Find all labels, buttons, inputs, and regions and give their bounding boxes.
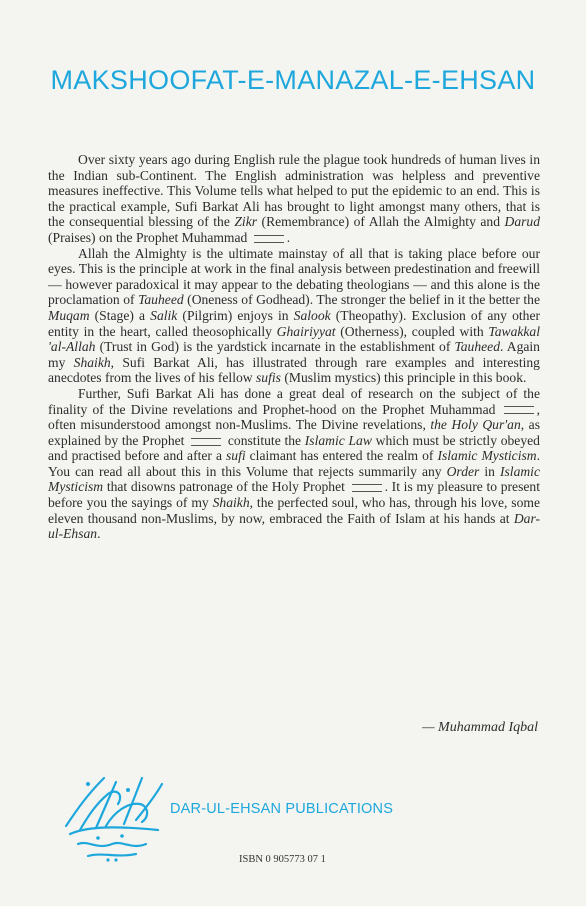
text-run: , as explained by the Prophet xyxy=(48,417,540,448)
text-run: . You can read all about this in this Volume that rejects summarily any xyxy=(48,448,540,479)
salutation-glyph-icon xyxy=(352,484,382,492)
italic-term: Ghairiyyat xyxy=(276,323,336,339)
salutation-glyph-icon xyxy=(504,406,534,414)
italic-term: Dar-ul-Ehsan xyxy=(48,510,540,542)
text-run: (Pilgrim) enjoys in xyxy=(177,307,294,323)
salutation-glyph-icon xyxy=(191,438,221,446)
text-run: constitute the xyxy=(224,432,305,448)
italic-term: Salik xyxy=(150,307,178,323)
italic-term: Islamic Mysticism xyxy=(437,448,537,464)
author-signature: — Muhammad Iqbal xyxy=(422,720,538,735)
text-run: . xyxy=(97,526,101,542)
text-run: (Otherness), coupled with xyxy=(335,323,489,339)
text-run: . Again my xyxy=(48,339,540,370)
italic-term: Shaikh xyxy=(73,354,111,370)
text-run: (Theopathy). Exclusion of any other entity in the heart, called theosophically xyxy=(48,307,540,339)
text-run: Further, Sufi Barkat Ali has done a great deal of research on the subject of the finality of the Divine revelations and Prophet-hood on the Prophet Muhammad xyxy=(48,385,540,417)
paragraph xyxy=(48,152,540,246)
italic-term: sufi xyxy=(225,448,246,464)
italic-term: sufis xyxy=(256,370,281,386)
text-run: , the perfected soul, who has, through his love, some eleven thousand non-Muslims, by now, embraced the Faith of Islam at his hands at xyxy=(48,495,540,526)
book-title: MAKSHOOFAT-E-MANAZAL-E-EHSAN xyxy=(50,65,536,95)
text-run: Over sixty years ago during English rule the plague took hundreds of human lives in the Indian sub-Continent. The English administration was helpless and preventive measures ineffective. This Volume tells what helped to put the epidemic to an end. This is the practical example, Sufi Barkat Ali has brought to light amongst many others, that is the consequential blessing of the xyxy=(48,152,540,230)
paragraph xyxy=(48,246,540,386)
italic-term: Zikr xyxy=(234,214,258,230)
text-run: (Muslim mystics) this principle in this book. xyxy=(280,370,527,386)
paragraph xyxy=(48,386,540,542)
text-run: , often misunderstood amongst non-Muslims. The Divine revelations, xyxy=(48,401,540,433)
italic-term: the Holy Qur'an xyxy=(430,417,521,433)
text-run: in xyxy=(479,463,500,479)
salutation-glyph-icon xyxy=(254,235,284,243)
italic-term: Islamic Mysticism xyxy=(48,463,540,495)
italic-term: Muqam xyxy=(48,307,90,323)
italic-term: Salook xyxy=(293,307,331,323)
calligraphy-logo xyxy=(58,764,168,864)
text-run: Allah the Almighty is the ultimate mainstay of all that is taking place before our eyes. This is the principle at work in the final analysis between predestination and freewill — however paradoxical it may appear to the debating theologians — and this alone is the proclamation of xyxy=(48,245,540,308)
text-run: that disowns patronage of the Holy Prophet xyxy=(103,479,349,495)
text-run: claimant has entered the realm of xyxy=(245,448,438,464)
isbn-number: ISBN 0 905773 07 1 xyxy=(239,854,326,865)
publisher-name: DAR-UL-EHSAN PUBLICATIONS xyxy=(170,801,394,817)
text-run: (Stage) a xyxy=(89,307,151,323)
italic-term: Order xyxy=(446,463,480,479)
text-run: , Sufi Barkat Ali, has illustrated through rare examples and interesting anecdotes from the lives of his fellow xyxy=(48,354,540,386)
text-run: . It is my pleasure to present before you the sayings of my xyxy=(48,479,540,511)
italic-term: Tauheed xyxy=(454,339,501,355)
text-run: (Remembrance) of Allah the Almighty and xyxy=(257,214,505,230)
italic-term: Tauheed xyxy=(138,292,184,308)
text-run: (Trust in God) is the yardstick incarnate in the establishment of xyxy=(95,339,455,355)
italic-term: Islamic Law xyxy=(304,432,372,448)
text-run: . xyxy=(286,229,291,245)
italic-term: Shaikh xyxy=(212,495,250,511)
italic-term: Tawakkal 'al-Allah xyxy=(48,323,541,355)
text-run: which must be strictly obeyed and practised before and after a xyxy=(48,432,540,464)
italic-term: Darud xyxy=(504,214,541,230)
text-run: (Oneness of Godhead). The stronger the belief in it the better the xyxy=(183,292,540,308)
blurb-text xyxy=(48,152,540,542)
text-run: (Praises) on the Prophet Muhammad xyxy=(48,229,251,245)
